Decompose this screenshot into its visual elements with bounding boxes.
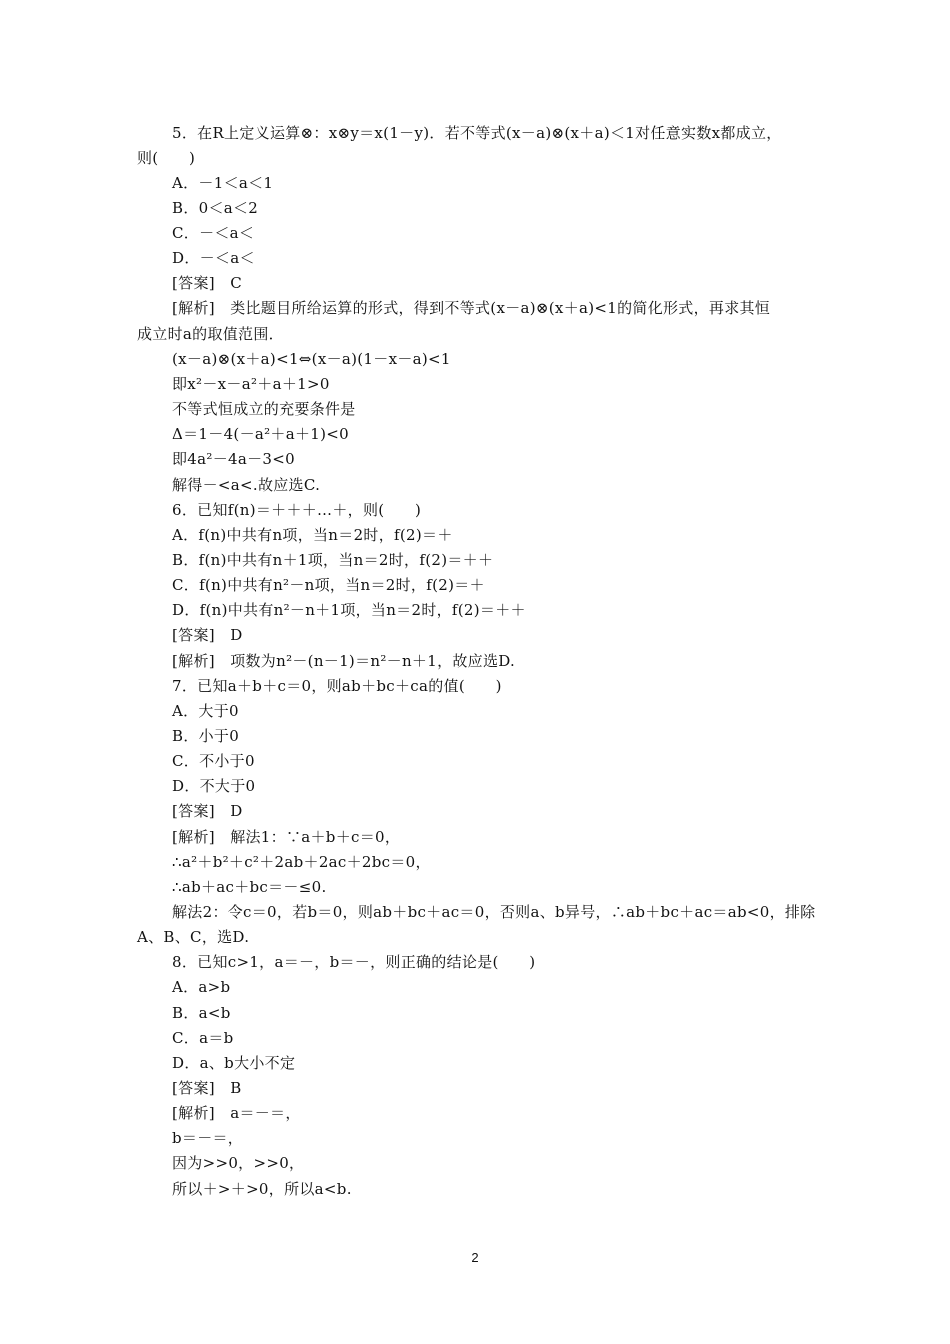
q8-analysis-line3: 因为>>0，>>0， <box>172 1154 305 1172</box>
q6-analysis: [解析] 项数为n²－(n－1)＝n²－n＋1，故应选D. <box>172 652 516 670</box>
q7-answer: [答案] D <box>172 802 243 820</box>
q8-analysis-line4: 所以＋>＋>0，所以a<b. <box>172 1180 352 1198</box>
q8-answer: [答案] B <box>172 1079 242 1097</box>
q5-stem-line1: 5．在R上定义运算⊗：x⊗y＝x(1－y)．若不等式(x－a)⊗(x＋a)＜1对任意实数x都成立， <box>172 124 782 142</box>
q5-analysis-line2: 成立时a的取值范围． <box>137 325 284 343</box>
q8-analysis-line2: b＝－＝， <box>172 1129 244 1147</box>
page-number: 2 <box>471 1250 479 1265</box>
q7-analysis-line3: ∴ab＋ac＋bc＝－≤0. <box>172 878 327 896</box>
q5-analysis-step2: 即x²－x－a²＋a＋1>0 <box>172 375 330 393</box>
q6-option-a: A．f(n)中共有n项，当n＝2时，f(2)＝＋ <box>172 526 453 544</box>
q8-stem: 8．已知c>1，a＝－，b＝－，则正确的结论是( ) <box>172 953 536 971</box>
q8-option-c: C．a＝b <box>172 1029 234 1047</box>
q7-option-b: B．小于0 <box>172 727 240 745</box>
q5-option-c: C．－＜a＜ <box>172 224 255 242</box>
q8-analysis-line1: [解析] a＝－＝， <box>172 1104 301 1122</box>
q5-analysis-step1: (x－a)⊗(x＋a)<1⇔(x－a)(1－x－a)<1 <box>172 350 451 368</box>
q7-analysis-line2: ∴a²＋b²＋c²＋2ab＋2ac＋2bc＝0， <box>172 853 431 871</box>
q7-analysis-line1: [解析] 解法1：∵a＋b＋c＝0， <box>172 828 401 846</box>
q5-stem-line2: 则( ) <box>137 149 196 167</box>
q5-option-d: D．－＜a＜ <box>172 249 255 267</box>
q6-answer: [答案] D <box>172 626 243 644</box>
q5-option-a: A．－1＜a＜1 <box>172 174 274 192</box>
q7-option-c: C．不小于0 <box>172 752 255 770</box>
q8-option-a: A．a>b <box>172 978 231 996</box>
q7-option-a: A．大于0 <box>172 702 239 720</box>
q6-option-b: B．f(n)中共有n＋1项，当n＝2时，f(2)＝＋＋ <box>172 551 494 569</box>
q5-analysis-step6: 解得－<a<.故应选C. <box>172 476 321 494</box>
q7-method2-line1: 解法2：令c＝0，若b＝0，则ab＋bc＋ac＝0，否则a、b异号，∴ab＋bc＋ac＝ab<0，排除 <box>172 903 816 921</box>
q5-analysis-step4: Δ＝1－4(－a²＋a＋1)<0 <box>172 425 349 443</box>
q6-option-d: D．f(n)中共有n²－n＋1项，当n＝2时，f(2)＝＋＋ <box>172 601 526 619</box>
q5-option-b: B．0＜a＜2 <box>172 199 259 217</box>
q5-analysis-line1: [解析] 类比题目所给运算的形式，得到不等式(x－a)⊗(x＋a)<1的简化形式，再求其恒 <box>172 299 771 317</box>
q8-option-b: B．a<b <box>172 1004 231 1022</box>
q5-analysis-step3: 不等式恒成立的充要条件是 <box>172 400 356 418</box>
q5-answer: [答案] C <box>172 274 242 292</box>
q8-option-d: D．a、b大小不定 <box>172 1054 296 1072</box>
q6-stem: 6．已知f(n)＝＋＋＋…＋，则( ) <box>172 501 422 519</box>
q7-stem: 7．已知a＋b＋c＝0，则ab＋bc＋ca的值( ) <box>172 677 502 695</box>
q7-method2-line2: A、B、C，选D. <box>137 928 250 946</box>
q6-option-c: C．f(n)中共有n²－n项，当n＝2时，f(2)＝＋ <box>172 576 485 594</box>
q5-analysis-step5: 即4a²－4a－3<0 <box>172 450 295 468</box>
q7-option-d: D．不大于0 <box>172 777 256 795</box>
